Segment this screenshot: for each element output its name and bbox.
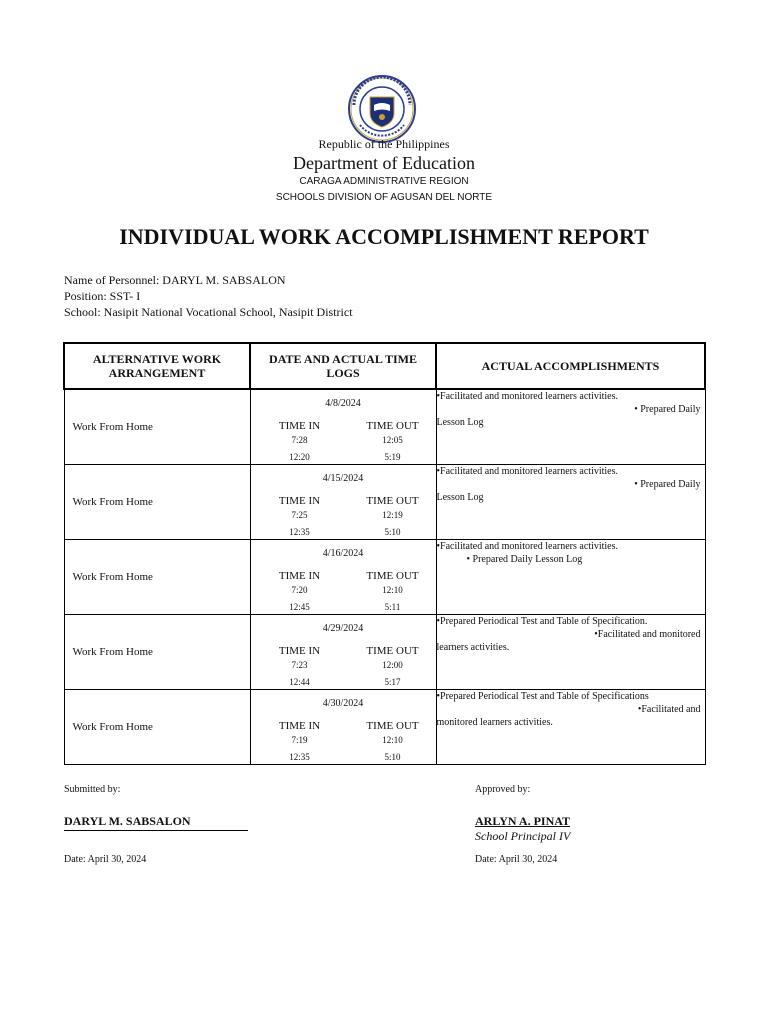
time-in-label: TIME IN xyxy=(278,720,321,732)
time-out-label: TIME OUT xyxy=(366,495,419,507)
accomplishment-line: •Facilitated and monitored xyxy=(594,629,701,640)
accomplishment-line: •Facilitated and monitored learners activities. xyxy=(436,466,618,477)
accomplishment-line: •Prepared Periodical Test and Table of Specifications xyxy=(436,691,649,702)
table-row xyxy=(64,540,705,615)
time-logs-cell xyxy=(250,389,436,465)
time-in-pm: 12:20 xyxy=(289,452,310,462)
submitted-date: Date: April 30, 2024 xyxy=(64,854,147,865)
accomplishment-line: •Facilitated and xyxy=(637,704,701,715)
accomplishment-line: •Prepared Periodical Test and Table of Specification. xyxy=(436,616,648,627)
table-row xyxy=(64,615,705,690)
time-out-pm: 5:17 xyxy=(384,677,401,687)
work-arrangement-cell: Work From Home xyxy=(64,615,250,690)
time-out-am: 12:19 xyxy=(382,510,403,520)
time-in-am: 7:19 xyxy=(291,735,308,745)
header-date-time-logs: DATE AND ACTUAL TIME LOGS xyxy=(250,343,436,389)
accomplishments-cell xyxy=(436,389,705,465)
header-accomplishments: ACTUAL ACCOMPLISHMENTS xyxy=(436,343,705,389)
time-out-am: 12:00 xyxy=(382,660,403,670)
time-in-pm: 12:45 xyxy=(289,602,310,612)
time-out-label: TIME OUT xyxy=(366,720,419,732)
time-logs-cell xyxy=(250,615,436,690)
time-out-pm: 5:11 xyxy=(384,602,401,612)
time-in-label: TIME IN xyxy=(278,420,321,432)
deped-seal-logo xyxy=(348,75,416,143)
accomplishments-cell xyxy=(436,615,705,690)
log-date: 4/30/2024 xyxy=(322,698,364,709)
approved-by-position: School Principal IV xyxy=(475,829,571,843)
log-date: 4/8/2024 xyxy=(325,398,361,409)
time-out-am: 12:05 xyxy=(382,435,403,445)
time-in-label: TIME IN xyxy=(278,645,321,657)
time-logs-cell xyxy=(250,465,436,540)
time-out-label: TIME OUT xyxy=(366,645,419,657)
log-date: 4/15/2024 xyxy=(322,473,364,484)
accomplishment-table xyxy=(63,342,706,765)
accomplishments-cell xyxy=(436,540,705,615)
accomplishment-line: monitored learners activities. xyxy=(436,717,553,728)
accomplishment-line: Lesson Log xyxy=(436,492,484,503)
personnel-name: Name of Personnel: DARYL M. SABSALON xyxy=(64,273,286,287)
log-date: 4/29/2024 xyxy=(322,623,364,634)
time-in-label: TIME IN xyxy=(278,495,321,507)
department-label: Department of Education xyxy=(293,153,475,173)
time-in-am: 7:28 xyxy=(291,435,308,445)
region-label: CARAGA ADMINISTRATIVE REGION xyxy=(299,176,469,187)
work-arrangement-cell: Work From Home xyxy=(64,465,250,540)
table-row xyxy=(64,465,705,540)
table-header-row xyxy=(64,343,705,389)
accomplishment-line: Lesson Log xyxy=(436,417,484,428)
personnel-school: School: Nasipit National Vocational School, Nasipit District xyxy=(64,305,353,319)
time-in-label: TIME IN xyxy=(278,570,321,582)
accomplishment-line: •Facilitated and monitored learners activities. xyxy=(436,541,618,552)
header-work-arrangement: ALTERNATIVE WORK ARRANGEMENT xyxy=(64,343,250,389)
work-arrangement-cell: Work From Home xyxy=(64,540,250,615)
time-out-pm: 5:10 xyxy=(384,752,401,762)
time-out-pm: 5:19 xyxy=(384,452,401,462)
time-out-label: TIME OUT xyxy=(366,420,419,432)
time-out-am: 12:10 xyxy=(382,585,403,595)
time-logs-cell xyxy=(250,540,436,615)
time-in-pm: 12:35 xyxy=(289,527,310,537)
republic-label: Republic of the Philippines xyxy=(318,137,450,151)
work-arrangement-cell: Work From Home xyxy=(64,690,250,765)
submitted-by-label: Submitted by: xyxy=(64,784,121,795)
time-logs-cell xyxy=(250,690,436,765)
time-out-am: 12:10 xyxy=(382,735,403,745)
accomplishment-line: •Facilitated and monitored learners activities. xyxy=(436,391,618,402)
report-title: INDIVIDUAL WORK ACCOMPLISHMENT REPORT xyxy=(119,224,649,249)
time-in-am: 7:25 xyxy=(291,510,308,520)
approved-by-label: Approved by: xyxy=(475,784,531,795)
table-row xyxy=(64,690,705,765)
accomplishment-line: • Prepared Daily xyxy=(634,404,701,415)
accomplishment-line: • Prepared Daily xyxy=(634,479,701,490)
submitted-by-name: DARYL M. SABSALON xyxy=(64,814,248,831)
work-arrangement-cell: Work From Home xyxy=(64,389,250,465)
accomplishment-line: learners activities. xyxy=(436,642,510,653)
approved-date: Date: April 30, 2024 xyxy=(475,854,558,865)
time-out-pm: 5:10 xyxy=(384,527,401,537)
time-out-label: TIME OUT xyxy=(366,570,419,582)
division-label: SCHOOLS DIVISION OF AGUSAN DEL NORTE xyxy=(275,192,493,203)
accomplishments-cell xyxy=(436,690,705,765)
personnel-position: Position: SST- I xyxy=(64,289,141,303)
accomplishments-cell xyxy=(436,465,705,540)
time-in-am: 7:23 xyxy=(291,660,308,670)
log-date: 4/16/2024 xyxy=(322,548,364,559)
time-in-am: 7:20 xyxy=(291,585,308,595)
time-in-pm: 12:35 xyxy=(289,752,310,762)
accomplishment-line: • Prepared Daily Lesson Log xyxy=(466,554,583,565)
approved-by-name: ARLYN A. PINAT xyxy=(475,814,571,828)
table-row xyxy=(64,389,705,465)
time-in-pm: 12:44 xyxy=(289,677,310,687)
